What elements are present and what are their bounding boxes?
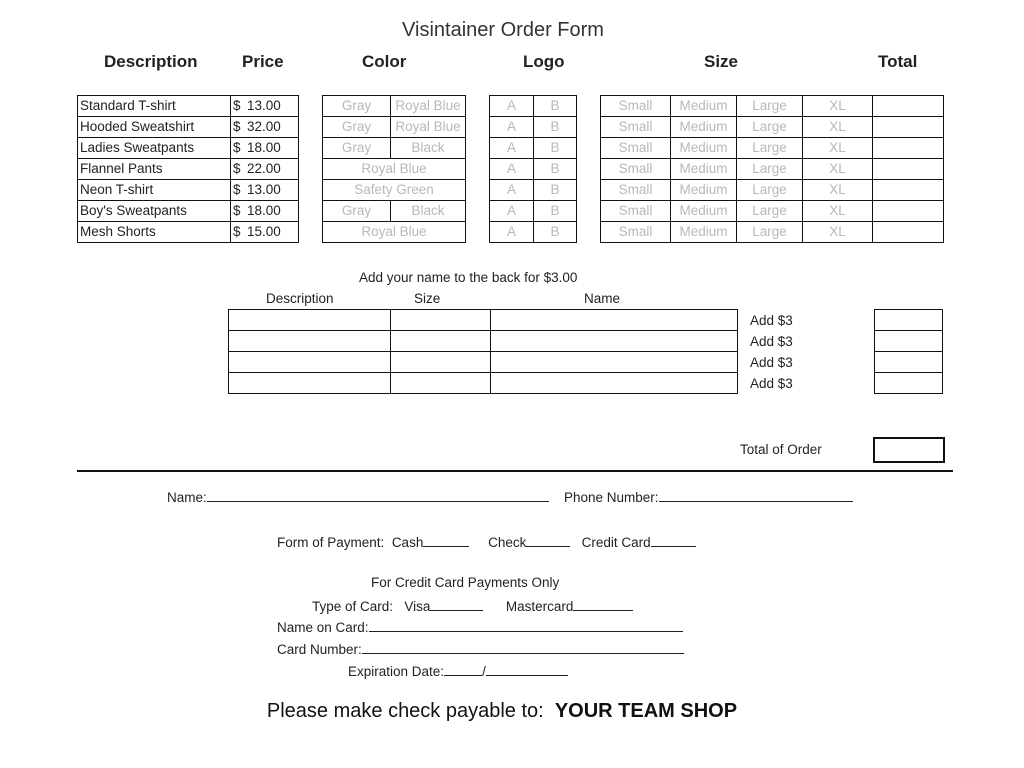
price-value: 22.00 bbox=[247, 161, 281, 176]
price-value: 13.00 bbox=[247, 98, 281, 113]
color-option[interactable]: Gray bbox=[323, 96, 391, 117]
back-name-name-field[interactable] bbox=[491, 373, 738, 394]
logo-option[interactable]: A bbox=[490, 117, 534, 138]
size-option[interactable]: Medium bbox=[671, 201, 737, 222]
credit-card-heading: For Credit Card Payments Only bbox=[371, 575, 560, 590]
price-currency: $ bbox=[233, 161, 241, 176]
payment-check-label: Check bbox=[488, 535, 527, 550]
product-description: Boy's Sweatpants bbox=[78, 201, 231, 222]
color-row bbox=[323, 201, 466, 222]
expiration-row bbox=[348, 661, 568, 679]
back-name-total-field[interactable] bbox=[875, 373, 943, 394]
payment-credit-field[interactable] bbox=[651, 532, 696, 547]
size-option[interactable]: Medium bbox=[671, 96, 737, 117]
size-option[interactable]: Medium bbox=[671, 138, 737, 159]
add-price-labels bbox=[750, 309, 793, 393]
logo-option[interactable]: B bbox=[534, 180, 577, 201]
logo-option[interactable]: A bbox=[490, 138, 534, 159]
price-value: 15.00 bbox=[247, 224, 281, 239]
header-price: Price bbox=[242, 52, 284, 71]
back-name-description-field[interactable] bbox=[229, 373, 391, 394]
size-row bbox=[601, 201, 944, 222]
size-option[interactable]: Large bbox=[737, 117, 803, 138]
size-option[interactable]: Small bbox=[601, 180, 671, 201]
product-price bbox=[231, 117, 299, 138]
product-price bbox=[231, 222, 299, 243]
size-option[interactable]: XL bbox=[803, 117, 873, 138]
back-name-total-field[interactable] bbox=[875, 310, 943, 331]
phone-label: Phone Number: bbox=[564, 490, 659, 505]
product-description: Ladies Sweatpants bbox=[78, 138, 231, 159]
expiration-year-field[interactable] bbox=[486, 661, 568, 676]
price-value: 18.00 bbox=[247, 203, 281, 218]
payment-cash-label: Cash bbox=[391, 535, 424, 550]
size-option[interactable]: XL bbox=[803, 96, 873, 117]
card-number-label: Card Number: bbox=[277, 642, 362, 657]
back-name-size-field[interactable] bbox=[391, 331, 491, 352]
price-value: 32.00 bbox=[247, 119, 281, 134]
logo-option[interactable]: B bbox=[534, 96, 577, 117]
payment-credit-label: Credit Card bbox=[581, 535, 651, 550]
expiration-month-field[interactable] bbox=[444, 661, 482, 676]
logo-option[interactable]: A bbox=[490, 201, 534, 222]
card-mastercard-field[interactable] bbox=[573, 596, 633, 611]
row-total-field[interactable] bbox=[873, 96, 944, 117]
size-option[interactable]: Small bbox=[601, 96, 671, 117]
size-row bbox=[601, 96, 944, 117]
product-row bbox=[78, 117, 299, 138]
size-option[interactable]: Large bbox=[737, 222, 803, 243]
color-option[interactable]: Royal Blue bbox=[323, 159, 466, 180]
size-option[interactable]: Medium bbox=[671, 117, 737, 138]
product-row bbox=[78, 159, 299, 180]
size-option[interactable]: Medium bbox=[671, 159, 737, 180]
back-name-col-size: Size bbox=[414, 291, 441, 306]
product-row bbox=[78, 96, 299, 117]
back-name-size-field[interactable] bbox=[391, 373, 491, 394]
price-currency: $ bbox=[233, 224, 241, 239]
color-row bbox=[323, 138, 466, 159]
color-option[interactable]: Black bbox=[391, 138, 466, 159]
price-currency: $ bbox=[233, 119, 241, 134]
back-name-total-field[interactable] bbox=[875, 331, 943, 352]
logo-option[interactable]: B bbox=[534, 222, 577, 243]
payable-text: Please make check payable to: bbox=[266, 700, 544, 722]
expiration-label: Expiration Date: bbox=[348, 664, 445, 679]
product-price bbox=[231, 138, 299, 159]
back-name-row bbox=[229, 373, 738, 394]
size-option[interactable]: Small bbox=[601, 159, 671, 180]
size-option[interactable]: Large bbox=[737, 96, 803, 117]
size-row bbox=[601, 117, 944, 138]
product-price bbox=[231, 180, 299, 201]
add-price-label: Add $3 bbox=[750, 313, 793, 328]
product-price bbox=[231, 159, 299, 180]
customer-name-label: Name: bbox=[167, 490, 207, 505]
product-row bbox=[78, 222, 299, 243]
logo-row bbox=[490, 159, 577, 180]
size-option[interactable]: Small bbox=[601, 138, 671, 159]
customer-name-field[interactable] bbox=[207, 487, 549, 502]
payable-note bbox=[0, 700, 1004, 723]
row-total-field[interactable] bbox=[873, 222, 944, 243]
size-option[interactable]: XL bbox=[803, 201, 873, 222]
header-logo: Logo bbox=[523, 52, 565, 71]
product-table bbox=[77, 95, 299, 243]
size-row bbox=[601, 159, 944, 180]
color-row bbox=[323, 96, 466, 117]
logo-option[interactable]: B bbox=[534, 159, 577, 180]
header-description: Description bbox=[104, 52, 198, 71]
color-option[interactable]: Safety Green bbox=[323, 180, 466, 201]
color-row bbox=[323, 159, 466, 180]
add-price-label: Add $3 bbox=[750, 334, 793, 349]
size-option[interactable]: Large bbox=[737, 180, 803, 201]
size-option[interactable]: XL bbox=[803, 138, 873, 159]
logo-row bbox=[490, 138, 577, 159]
row-total-field[interactable] bbox=[873, 117, 944, 138]
color-option[interactable]: Gray bbox=[323, 117, 391, 138]
product-description: Neon T-shirt bbox=[78, 180, 231, 201]
payment-cash-field[interactable] bbox=[423, 532, 469, 547]
color-option[interactable]: Black bbox=[391, 201, 466, 222]
total-of-order-label: Total of Order bbox=[740, 442, 822, 457]
size-option[interactable]: XL bbox=[803, 180, 873, 201]
product-price bbox=[231, 201, 299, 222]
logo-option[interactable]: A bbox=[490, 222, 534, 243]
color-row bbox=[323, 180, 466, 201]
color-option[interactable]: Gray bbox=[323, 201, 391, 222]
size-row bbox=[601, 222, 944, 243]
logo-option[interactable]: A bbox=[490, 159, 534, 180]
color-option[interactable]: Gray bbox=[323, 138, 391, 159]
card-number-field[interactable] bbox=[362, 639, 684, 654]
price-currency: $ bbox=[233, 203, 241, 218]
size-option[interactable]: Medium bbox=[671, 180, 737, 201]
color-option[interactable]: Royal Blue bbox=[323, 222, 466, 243]
payment-label: Form of Payment: bbox=[277, 535, 385, 550]
section-divider bbox=[77, 470, 953, 472]
product-description: Mesh Shorts bbox=[78, 222, 231, 243]
product-price bbox=[231, 96, 299, 117]
expiration-separator: / bbox=[482, 664, 486, 679]
logo-option[interactable]: B bbox=[534, 138, 577, 159]
phone-row bbox=[564, 487, 853, 505]
card-type-row bbox=[312, 596, 633, 614]
size-option[interactable]: Small bbox=[601, 222, 671, 243]
row-total-field[interactable] bbox=[873, 201, 944, 222]
row-total-field[interactable] bbox=[873, 159, 944, 180]
product-row bbox=[78, 201, 299, 222]
back-name-col-description: Description bbox=[266, 291, 334, 306]
header-total: Total bbox=[878, 52, 918, 71]
back-name-heading: Add your name to the back for $3.00 bbox=[359, 270, 578, 285]
header-color: Color bbox=[362, 52, 407, 71]
size-option[interactable]: XL bbox=[803, 159, 873, 180]
back-name-row bbox=[229, 331, 738, 352]
logo-row bbox=[490, 117, 577, 138]
logo-option[interactable]: A bbox=[490, 96, 534, 117]
payee-name: YOUR TEAM SHOP bbox=[554, 700, 738, 722]
name-on-card-field[interactable] bbox=[369, 617, 683, 632]
back-name-description-field[interactable] bbox=[229, 310, 391, 331]
back-name-total-row bbox=[875, 331, 943, 352]
logo-row bbox=[490, 201, 577, 222]
size-row bbox=[601, 138, 944, 159]
back-name-row bbox=[229, 310, 738, 331]
size-option[interactable]: Large bbox=[737, 159, 803, 180]
price-value: 13.00 bbox=[247, 182, 281, 197]
logo-row bbox=[490, 222, 577, 243]
size-row bbox=[601, 180, 944, 201]
header-size: Size bbox=[704, 52, 739, 71]
back-name-description-field[interactable] bbox=[229, 331, 391, 352]
customer-name-row bbox=[167, 487, 549, 505]
color-options-table bbox=[322, 95, 466, 243]
product-description: Flannel Pants bbox=[78, 159, 231, 180]
card-number-row bbox=[277, 639, 684, 657]
price-value: 18.00 bbox=[247, 140, 281, 155]
product-description: Standard T-shirt bbox=[78, 96, 231, 117]
size-options-table bbox=[600, 95, 944, 243]
payment-check-field[interactable] bbox=[526, 532, 570, 547]
logo-option[interactable]: B bbox=[534, 117, 577, 138]
back-name-name-field[interactable] bbox=[491, 352, 738, 373]
row-total-field[interactable] bbox=[873, 138, 944, 159]
add-price-label: Add $3 bbox=[750, 376, 793, 391]
logo-row bbox=[490, 180, 577, 201]
card-visa-label: Visa bbox=[404, 599, 431, 614]
back-name-total-row bbox=[875, 352, 943, 373]
product-row bbox=[78, 180, 299, 201]
size-option[interactable]: XL bbox=[803, 222, 873, 243]
back-name-table bbox=[228, 309, 738, 394]
price-currency: $ bbox=[233, 140, 241, 155]
size-option[interactable]: Small bbox=[601, 117, 671, 138]
product-description: Hooded Sweatshirt bbox=[78, 117, 231, 138]
phone-field[interactable] bbox=[659, 487, 853, 502]
back-name-row bbox=[229, 352, 738, 373]
card-mastercard-label: Mastercard bbox=[505, 599, 574, 614]
form-title: Visintainer Order Form bbox=[402, 19, 604, 41]
back-name-total-row bbox=[875, 373, 943, 394]
name-on-card-row bbox=[277, 617, 683, 635]
add-price-label: Add $3 bbox=[750, 355, 793, 370]
logo-options-table bbox=[489, 95, 577, 243]
back-name-name-field[interactable] bbox=[491, 331, 738, 352]
card-visa-field[interactable] bbox=[430, 596, 483, 611]
product-row bbox=[78, 138, 299, 159]
back-name-total-field[interactable] bbox=[875, 352, 943, 373]
price-currency: $ bbox=[233, 182, 241, 197]
color-row bbox=[323, 222, 466, 243]
row-total-field[interactable] bbox=[873, 180, 944, 201]
back-name-name-field[interactable] bbox=[491, 310, 738, 331]
color-option[interactable]: Royal Blue bbox=[391, 96, 466, 117]
back-name-size-field[interactable] bbox=[391, 310, 491, 331]
back-name-size-field[interactable] bbox=[391, 352, 491, 373]
back-name-total-table bbox=[874, 309, 943, 394]
back-name-total-row bbox=[875, 310, 943, 331]
color-row bbox=[323, 117, 466, 138]
logo-option[interactable]: A bbox=[490, 180, 534, 201]
price-currency: $ bbox=[233, 98, 241, 113]
payment-row bbox=[277, 532, 696, 550]
size-option[interactable]: Large bbox=[737, 138, 803, 159]
back-name-description-field[interactable] bbox=[229, 352, 391, 373]
size-option[interactable]: Large bbox=[737, 201, 803, 222]
back-name-col-name: Name bbox=[584, 291, 621, 306]
total-of-order-field[interactable] bbox=[873, 437, 945, 463]
logo-option[interactable]: B bbox=[534, 201, 577, 222]
logo-row bbox=[490, 96, 577, 117]
size-option[interactable]: Small bbox=[601, 201, 671, 222]
size-option[interactable]: Medium bbox=[671, 222, 737, 243]
card-type-label: Type of Card: bbox=[312, 599, 394, 614]
name-on-card-label: Name on Card: bbox=[277, 620, 369, 635]
color-option[interactable]: Royal Blue bbox=[391, 117, 466, 138]
